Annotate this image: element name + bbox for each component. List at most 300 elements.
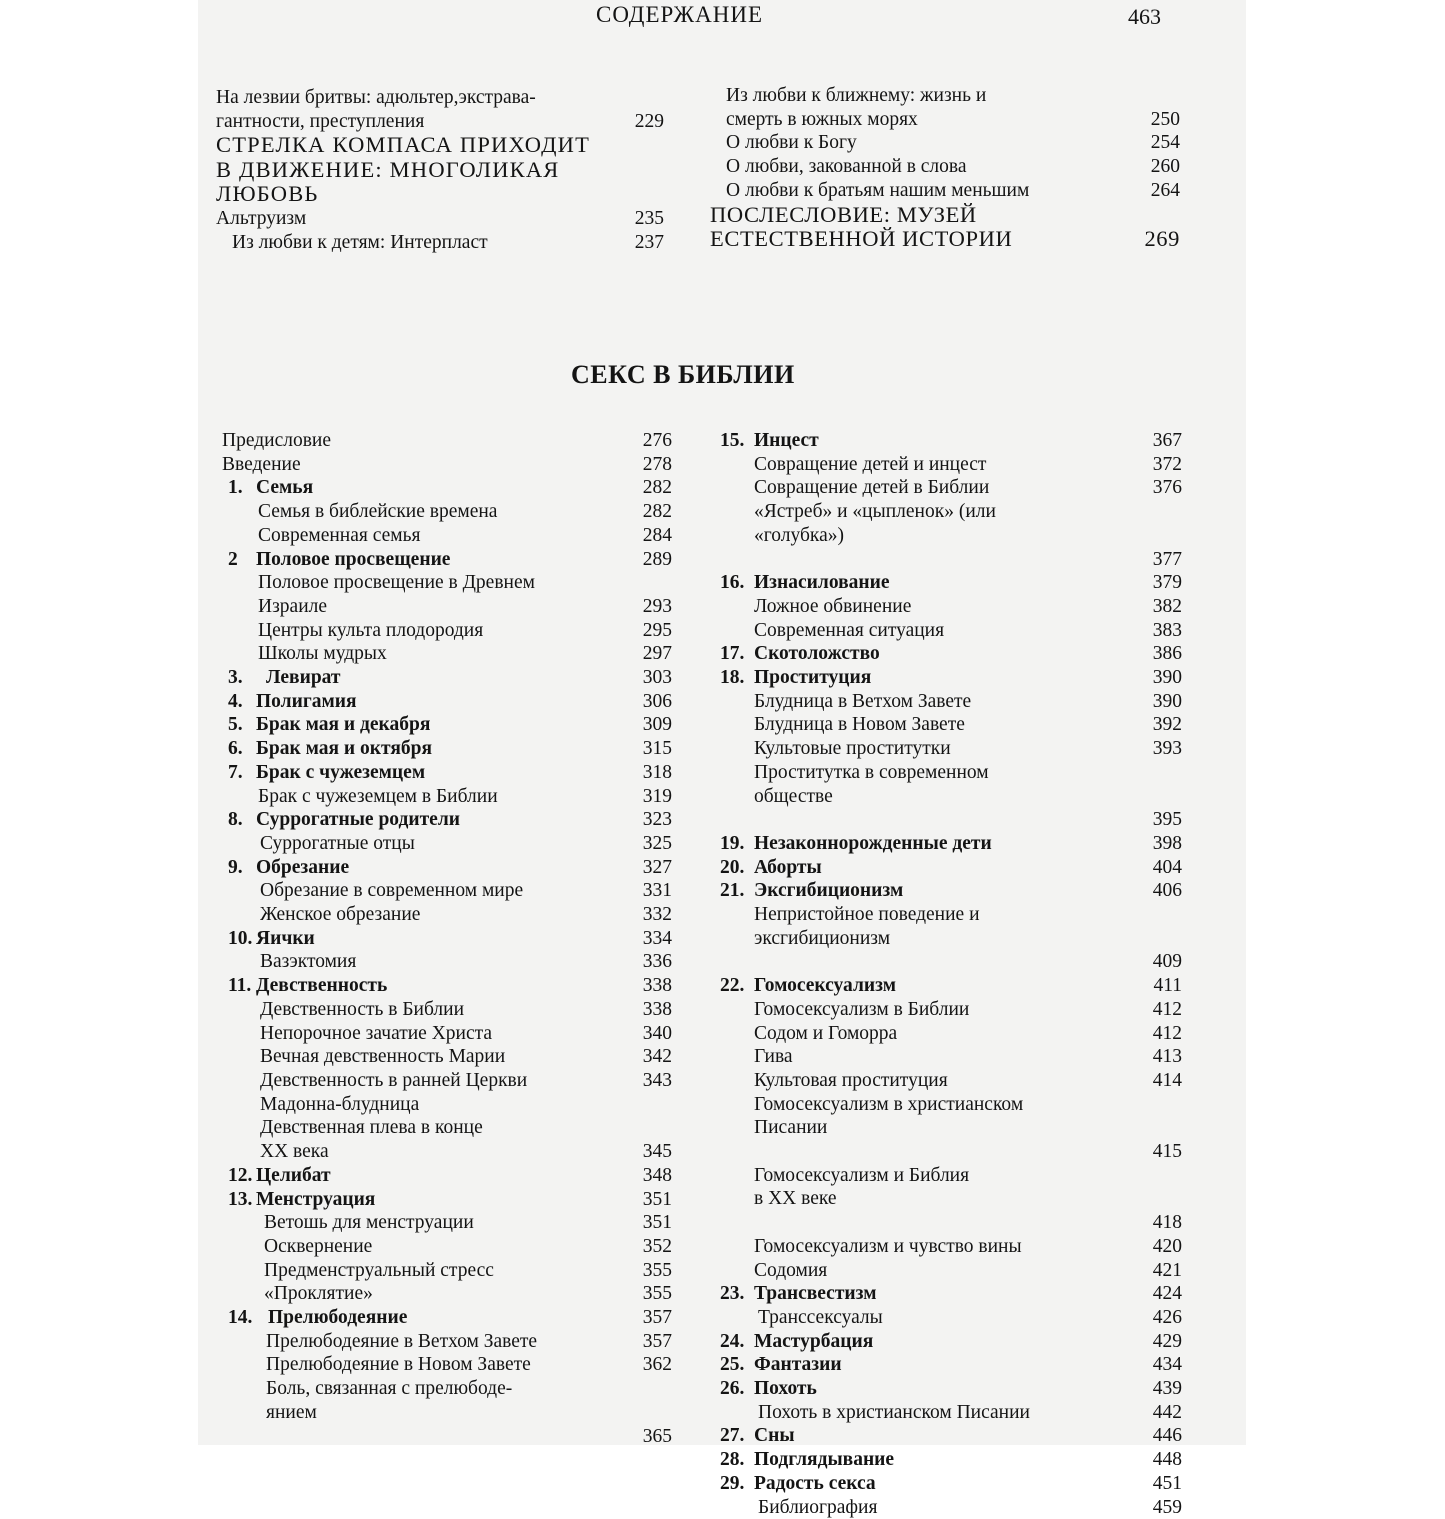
entry-title-line: Обрезание в современном мире [260,880,524,902]
entry-title-line: Введение [222,453,301,475]
toc-entry [198,832,672,856]
entry-title [754,1377,817,1401]
entry-title-line: Левират [266,667,341,689]
page-ref: 415 [1152,1141,1182,1163]
chapter-number: 19. [720,832,745,854]
toc-entry [710,595,1182,619]
entry-title-line: Альтруизм [216,207,307,229]
page-ref: 442 [1152,1401,1182,1423]
entry-title-line: Содомия [754,1259,828,1281]
toc-entry [198,1306,672,1330]
toc-entry [196,207,664,231]
entry-title [754,453,986,477]
entry-title [260,903,420,927]
page-ref: 345 [642,1141,672,1163]
entry-title-line: Суррогатные отцы [260,832,415,854]
page-ref: 282 [642,501,672,523]
toc-entry [198,998,672,1022]
page-ref: 303 [642,667,672,689]
entry-title-line: Блудница в Новом Завете [754,714,965,736]
toc-entry [710,1164,1182,1235]
entry-title [256,737,432,761]
toc-entry [710,1045,1182,1069]
entry-title [754,1069,948,1093]
entry-title-line: Изнасилование [754,572,890,594]
entry-title [754,1022,897,1046]
entry-title-line: Семья [256,477,314,499]
entry-title [726,179,1029,203]
entry-title [216,207,306,231]
entry-title [754,690,971,714]
toc-entry [710,856,1182,880]
entry-title [260,1022,492,1046]
entry-title-line: Сны [754,1425,795,1447]
entry-title-line: Израиле [258,595,328,617]
toc-entry [710,690,1182,714]
page-ref: 264 [1150,179,1180,201]
page-ref: 334 [642,927,672,949]
page-ref: 382 [1152,595,1182,617]
toc-entry [198,524,672,548]
chapter-number: 13. [228,1188,253,1210]
page-ref: 379 [1152,572,1182,594]
toc-entry [198,808,672,832]
page-ref: 235 [634,207,664,229]
entry-title [256,856,349,880]
toc-entry [198,1069,672,1093]
entry-title [754,1259,827,1283]
entry-title-line: Непристойное поведение и [754,904,980,926]
entry-title [754,903,980,974]
entry-title-line: Половое просвещение [256,548,451,570]
page-ref: 421 [1152,1259,1182,1281]
page-ref: 323 [642,809,672,831]
chapter-number: 20. [720,856,745,878]
page-ref: 289 [642,548,672,570]
entry-title-line: Из любви к детям: Интерпласт [232,231,488,253]
entry-title [260,950,356,974]
entry-title-line: Непорочное зачатие Христа [260,1022,493,1044]
entry-title-line: Прелюбодеяние [268,1307,408,1329]
page-ref: 282 [642,477,672,499]
entry-title [754,476,989,500]
toc-entry [198,476,672,500]
chapter-number: 10. [228,927,253,949]
page-ref: 420 [1152,1235,1182,1257]
toc-entry [198,1164,672,1188]
entry-title [222,453,301,477]
toc-entry [198,950,672,974]
entry-title-line: Гомосексуализм [754,975,896,997]
chapter-number: 29. [720,1472,745,1494]
toc-entry [198,500,672,524]
entry-title-line: ЕСТЕСТВЕННОЙ ИСТОРИИ [710,226,1013,252]
toc-entry [198,856,672,880]
page-ref: 393 [1152,738,1182,760]
entry-title-line: Писании [754,1117,828,1139]
entry-title-line: в XX веке [754,1188,837,1210]
page-ref: 448 [1152,1449,1182,1471]
page-ref: 318 [642,761,672,783]
entry-title-line: О любви к братьям нашим меньшим [726,179,1030,201]
chapter-number: 17. [720,643,745,665]
entry-title [754,1282,876,1306]
entry-title-line: «голубка») [754,524,844,546]
chapter-number: 27. [720,1425,745,1447]
chapter-number: 8. [228,809,243,831]
chapter-number: 6. [228,738,243,760]
entry-title-line: Совращение детей и инцест [754,453,987,475]
entry-title-line: обществе [754,785,833,807]
page-ref: 297 [642,643,672,665]
entry-title [216,86,536,133]
toc-entry [710,476,1182,500]
entry-title [754,1093,1023,1164]
page-ref: 338 [642,975,672,997]
entry-title [754,1235,1022,1259]
entry-title-line: Блудница в Ветхом Завете [754,690,972,712]
toc-entry [710,500,1182,571]
entry-title-line: Похоть [754,1378,817,1400]
chapter-number: 24. [720,1330,745,1352]
entry-title-line: Незаконнорожденные дети [754,832,992,854]
entry-title [754,998,969,1022]
toc-entry [198,690,672,714]
entry-title-line: Половое просвещение в Древнем [258,572,535,594]
entry-title-line: Проститутка в современном [754,761,989,783]
entry-title [264,1282,373,1306]
toc-entry [710,879,1182,903]
page-ref: 306 [642,690,672,712]
toc-entry [198,1211,672,1235]
entry-title [264,1259,494,1283]
entry-title-line: Радость секса [754,1472,876,1494]
page-ref: 276 [642,430,672,451]
entry-title [260,832,415,856]
toc-entry [710,155,1180,179]
entry-title-line: Прелюбодеяние в Ветхом Завете [266,1330,538,1352]
toc-entry [710,619,1182,643]
entry-title-line: Современная семья [258,524,421,546]
page-ref: 352 [642,1235,672,1257]
entry-title [754,879,903,903]
entry-title [260,1116,483,1163]
entry-title-line: Брак с чужеземцем в Библии [258,785,498,807]
toc-entry [710,832,1182,856]
toc-entry [198,1282,672,1306]
chapter-number: 18. [720,667,745,689]
chapter-number: 25. [720,1354,745,1376]
entry-title-line: Вазэктомия [260,951,357,973]
entry-title-line: Боль, связанная с прелюбоде- [266,1378,513,1400]
entry-title [258,619,483,643]
entry-title [754,713,965,737]
entry-title-line: Современная ситуация [754,619,945,641]
toc-entry [198,548,672,572]
page-ref: 372 [1152,453,1182,475]
chapter-number: 3. [228,667,243,689]
entry-title-line: Брак с чужеземцем [256,761,426,783]
toc-entry [198,761,672,785]
entry-title [726,84,986,131]
entry-title-line: Девственность [256,975,388,997]
toc-entry [198,1235,672,1259]
entry-title-line: Предисловие [222,430,332,451]
page-ref: 284 [642,524,672,546]
page-ref: 395 [1152,809,1182,831]
entry-title-line: Брак мая и октября [256,738,433,760]
chapter-number: 2 [228,548,238,570]
section-title: СЕКС В БИБЛИИ [571,360,795,389]
chapter-number: 28. [720,1449,745,1471]
entry-title-line: Ложное обвинение [754,595,912,617]
entry-title-line: эксгибиционизм [754,927,891,949]
entry-title [754,642,880,666]
entry-title [754,619,944,643]
entry-title [260,1045,505,1069]
toc-entry [710,1496,1182,1519]
entry-title [258,571,535,618]
page-ref: 351 [642,1188,672,1210]
toc-entry [198,1093,672,1117]
entry-title-line: Ветошь для менструации [264,1212,474,1234]
entry-title [754,500,996,571]
entry-title [258,642,387,666]
toc-entry [198,453,672,477]
entry-title-line: Фантазии [754,1354,842,1376]
entry-title-line: Девственность в ранней Церкви [260,1069,528,1091]
entry-title-line: Проституция [754,667,872,689]
toc-entry [198,879,672,903]
toc-entry [198,1116,672,1163]
entry-title-line: Культовые проститутки [754,738,951,760]
entry-title-line: Инцест [754,430,819,451]
toc-entry [710,429,1182,453]
entry-title [266,666,341,690]
entry-title [754,666,871,690]
chapter-number: 7. [228,761,243,783]
entry-title-line: На лезвии бритвы: адюльтер,экстрава- [216,87,536,108]
page-ref: 365 [642,1425,672,1447]
entry-title [258,785,498,809]
entry-title [754,1353,842,1377]
toc-entry [710,84,1180,131]
entry-title [710,203,1012,252]
toc-entry [710,666,1182,690]
page-ref: 429 [1152,1330,1182,1352]
page-ref: 412 [1152,998,1182,1020]
toc-entry [710,1448,1182,1472]
page-ref: 390 [1152,667,1182,689]
entry-title [256,713,430,737]
entry-title-line: Осквернение [264,1235,373,1257]
toc-left-column [198,429,672,1448]
page-number: 463 [1128,4,1161,29]
toc-entry [710,1259,1182,1283]
entry-title [260,1093,419,1117]
entry-title-line: Гомосексуализм и Библия [754,1164,970,1186]
entry-title [256,974,387,998]
chapter-number: 12. [228,1164,253,1186]
toc-entry [710,453,1182,477]
page-ref: 357 [642,1330,672,1352]
entry-title-line: Гива [754,1046,793,1068]
page-ref: 325 [642,832,672,854]
entry-title-line: ЛЮБОВЬ [216,181,319,207]
entry-title [758,1496,877,1519]
chapter-number: 4. [228,690,243,712]
chapter-number: 11. [228,975,252,997]
entry-title-line: Из любви к ближнему: жизнь и [726,85,987,106]
entry-title-line: Суррогатные родители [256,809,460,831]
toc-entry [710,642,1182,666]
entry-title-line: Содом и Гоморра [754,1022,898,1044]
toc-entry [198,1353,672,1377]
entry-title-line: Девственная плева в конце [260,1117,483,1139]
entry-title-line: Полигамия [256,690,357,712]
toc-entry [710,1282,1182,1306]
entry-title [726,155,967,179]
page-ref: 340 [642,1022,672,1044]
entry-title-line: Прелюбодеяние в Новом Завете [266,1354,531,1376]
entry-title-line: Женское обрезание [260,904,421,926]
toc-entry [198,429,672,453]
page-ref: 355 [642,1283,672,1305]
entry-title [256,476,313,500]
entry-title [216,133,590,207]
entry-title [268,1306,407,1330]
toc-entry [710,1353,1182,1377]
entry-title-line: Гомосексуализм в Библии [754,998,970,1020]
entry-title [258,500,497,524]
toc-entry [710,1472,1182,1496]
toc-entry [198,974,672,998]
page-ref: 406 [1152,880,1182,902]
entry-title-line: Скотоложство [754,643,880,665]
page-ref: 351 [642,1212,672,1234]
page-ref: 229 [634,110,664,132]
entry-title [256,548,450,572]
toc-entry [198,1259,672,1283]
toc-right-column [710,429,1182,1519]
entry-title [726,131,857,155]
page-ref: 327 [642,856,672,878]
entry-title [754,832,992,856]
entry-title-line: Менструация [256,1188,376,1210]
entry-title [266,1353,531,1377]
entry-title-line: Центры культа плодородия [258,619,484,641]
page-ref: 414 [1152,1069,1182,1091]
page-ref: 343 [642,1069,672,1091]
entry-title [260,998,464,1022]
page-ref: 295 [642,619,672,641]
toc-entry [710,1235,1182,1259]
entry-title-line: Мастурбация [754,1330,874,1352]
page-ref: 413 [1152,1046,1182,1068]
page-ref: 451 [1152,1472,1182,1494]
chapter-number: 26. [720,1378,745,1400]
page-ref: 278 [642,453,672,475]
toc-entry [198,1045,672,1069]
page-ref: 254 [1150,132,1180,154]
page-ref: 237 [634,231,664,253]
page-ref: 424 [1152,1283,1182,1305]
entry-title-line: Гомосексуализм и чувство вины [754,1235,1022,1257]
entry-title [260,1069,527,1093]
page-ref: 293 [642,595,672,617]
toc-entry [196,133,664,207]
toc-entry [710,1306,1182,1330]
entry-title-line: Мадонна-блудница [260,1093,420,1115]
entry-title-line: «Ястреб» и «цыпленок» (или [754,501,996,523]
entry-title-line: Аборты [754,856,822,878]
toc-entry [710,203,1180,252]
toc-entry [198,619,672,643]
entry-title-line: Похоть в христианском Писании [758,1401,1030,1423]
entry-title [256,690,357,714]
toc-entry [198,1330,672,1354]
page-ref: 426 [1152,1306,1182,1328]
entry-title [256,761,425,785]
entry-title-line: Подглядывание [754,1449,895,1471]
entry-title [754,737,951,761]
entry-title-line: Транссексуалы [758,1306,883,1328]
entry-title [758,1306,883,1330]
page-ref: 392 [1152,714,1182,736]
entry-title [754,1448,894,1472]
entry-title [264,1235,372,1259]
entry-title [754,1472,876,1496]
entry-title [754,1330,873,1354]
page-ref: 404 [1152,856,1182,878]
page-ref: 411 [1153,975,1182,997]
page-ref: 434 [1152,1354,1182,1376]
entry-title [232,231,488,255]
page-ref: 398 [1152,832,1182,854]
toc-entry [710,737,1182,761]
page-ref: 355 [642,1259,672,1281]
toc-entry [196,231,664,255]
entry-title-line: СТРЕЛКА КОМПАСА ПРИХОДИТ [216,132,591,158]
chapter-number: 9. [228,856,243,878]
page-ref: 362 [642,1354,672,1376]
entry-title [264,1211,474,1235]
page-ref: 336 [642,951,672,973]
entry-title-line: ПОСЛЕСЛОВИЕ: МУЗЕЙ [710,201,977,227]
entry-title-line: янием [266,1401,317,1423]
page-ref: 459 [1152,1496,1182,1518]
toc-entry [710,1330,1182,1354]
page-ref: 412 [1152,1022,1182,1044]
entry-title-line: Семья в библейские времена [258,501,498,523]
toc-entry [710,179,1180,203]
toc-entry [198,927,672,951]
page-ref: 367 [1152,430,1182,451]
toc-entry [710,998,1182,1022]
toc-entry [710,903,1182,974]
entry-title-line: О любви, закованной в слова [726,156,967,178]
entry-title [754,429,819,453]
toc-entry [198,903,672,927]
entry-title-line: Яички [256,927,315,949]
toc-entry [198,1022,672,1046]
entry-title-line: Совращение детей в Библии [754,477,990,499]
page-ref: 383 [1152,619,1182,641]
entry-title [754,974,896,998]
toc-entry [198,642,672,666]
entry-title [256,1164,331,1188]
entry-title [754,856,822,880]
